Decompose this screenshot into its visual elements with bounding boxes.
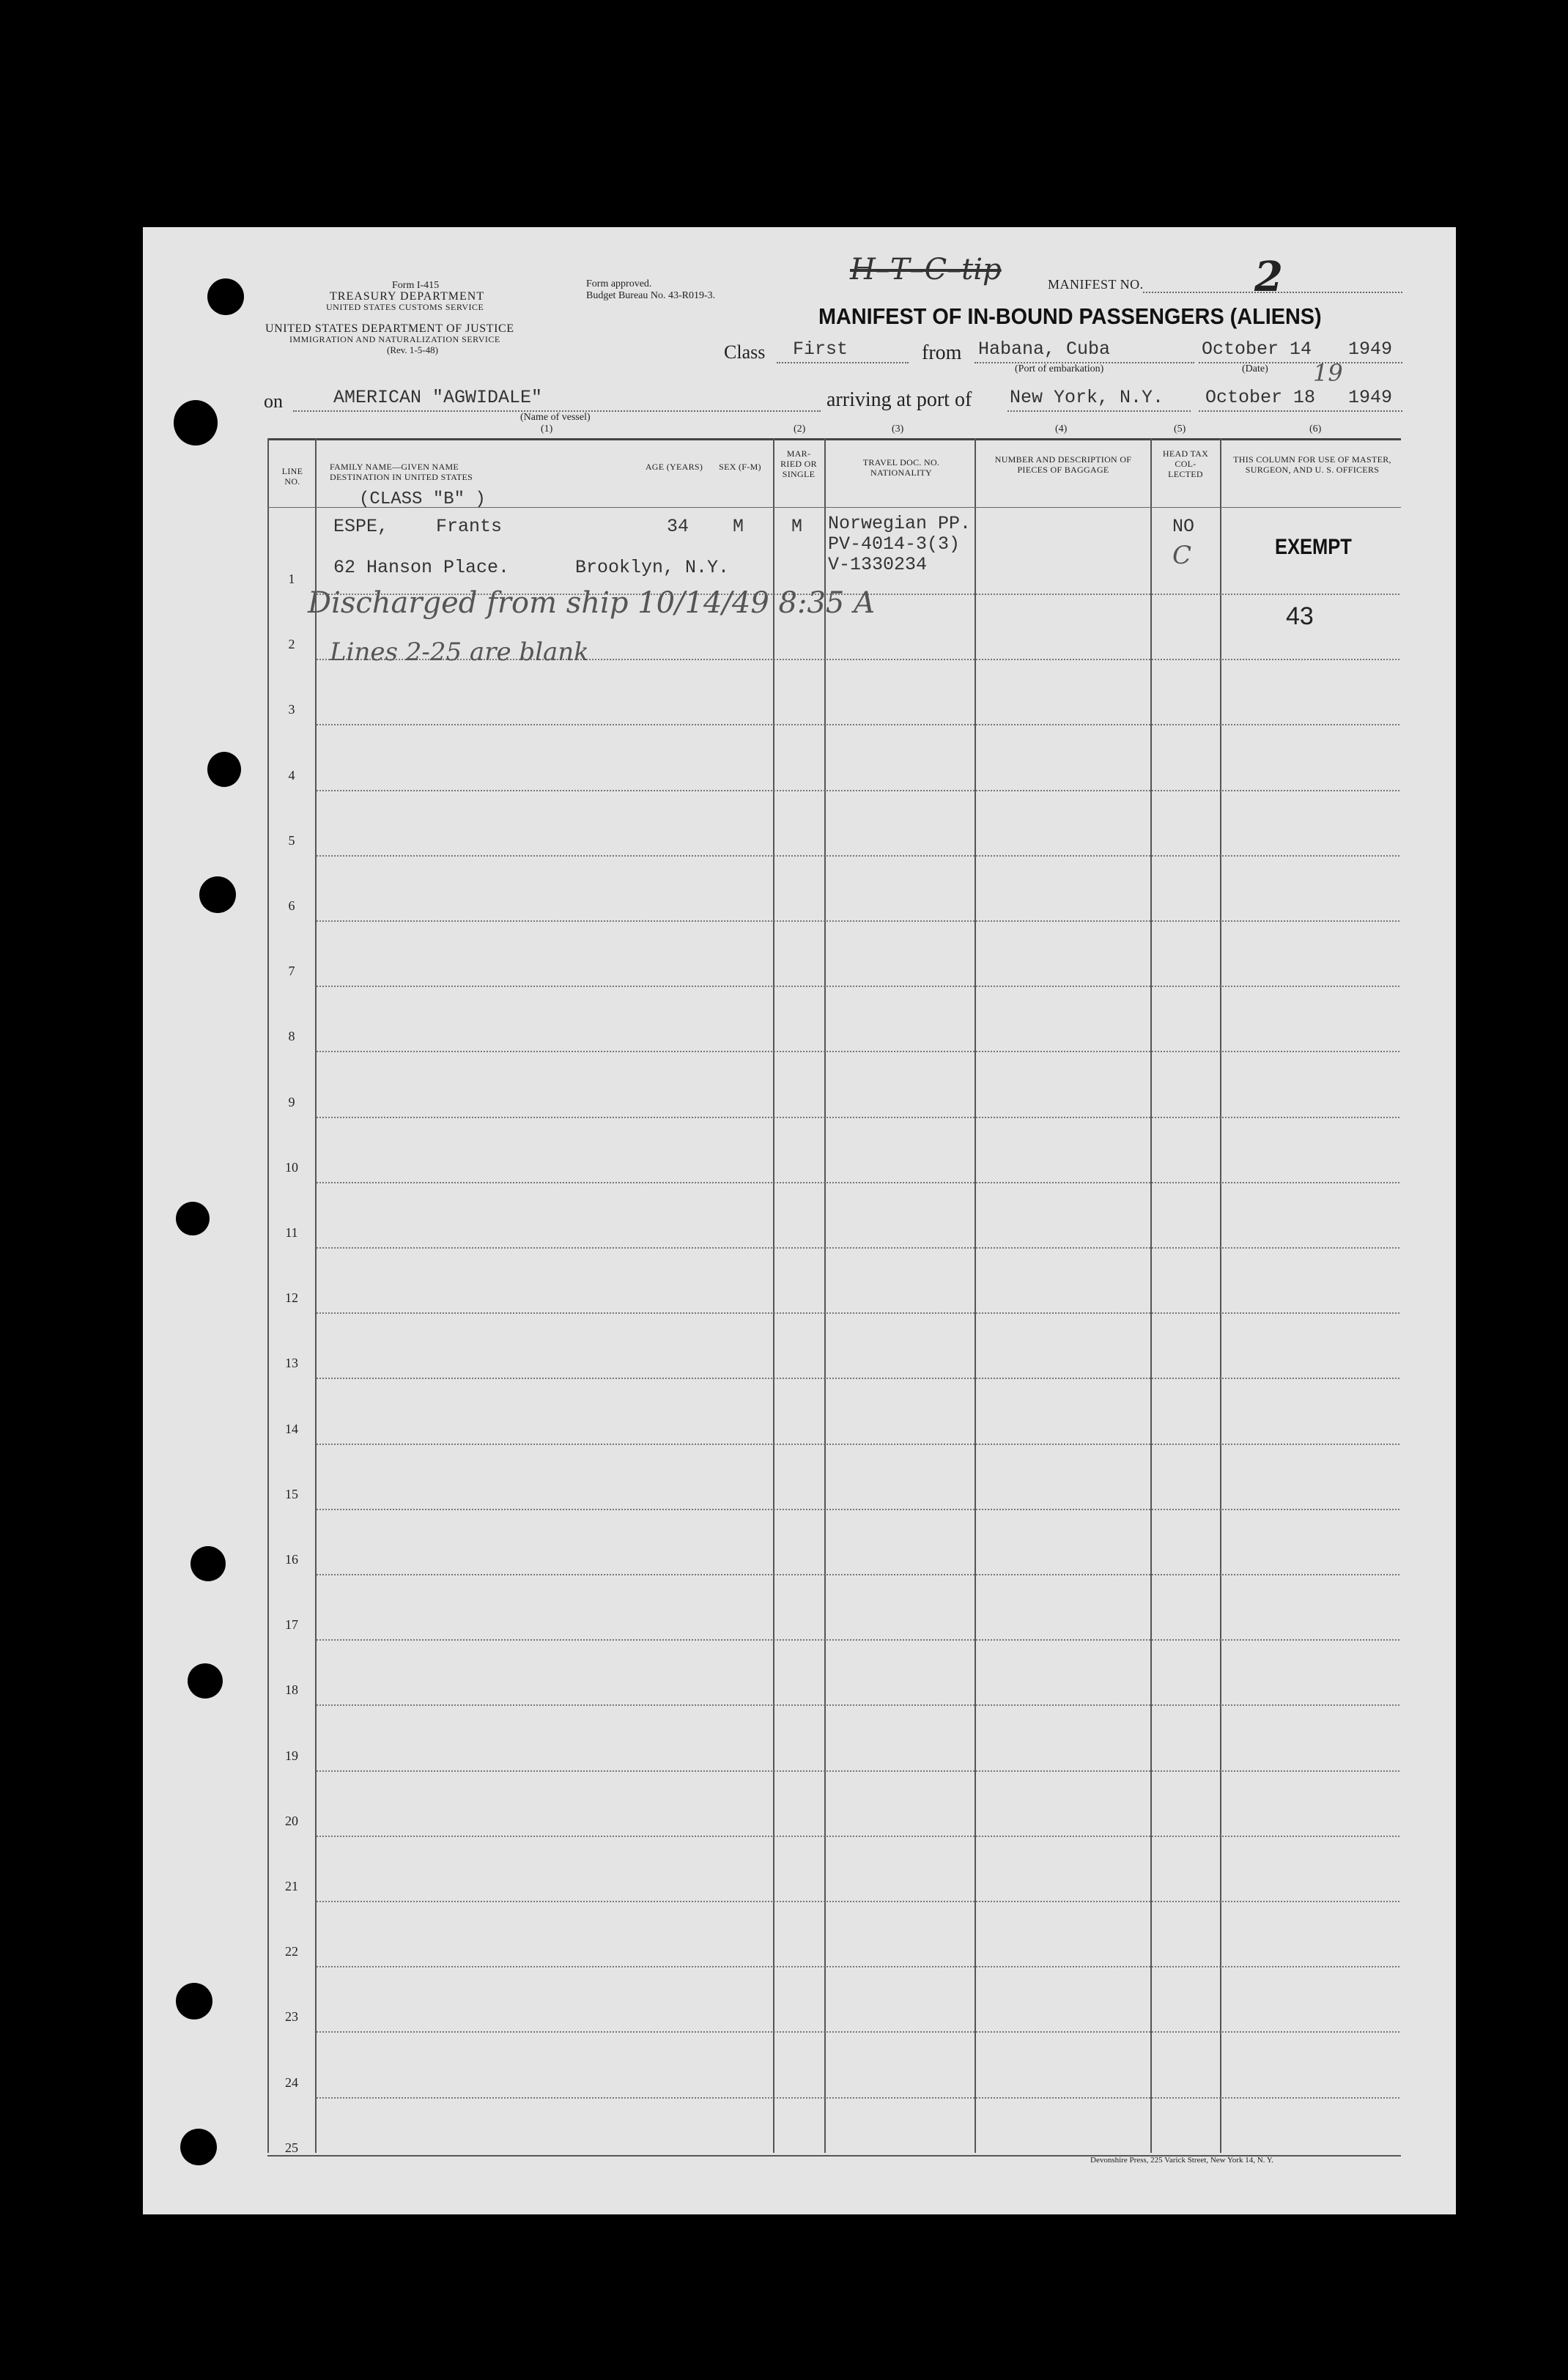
passenger-city: Brooklyn, N.Y. [575, 557, 730, 578]
vessel-caption: (Name of vessel) [520, 412, 591, 423]
exempt-stamp: EXEMPT [1275, 535, 1352, 559]
col-number: (5) [1174, 424, 1186, 435]
line-number: 7 [288, 964, 295, 979]
arrival-date-correction: 19 [1313, 359, 1343, 387]
table-border-left [267, 438, 269, 2153]
arriving-label: arriving at port of [826, 388, 972, 411]
departure-date: October 14 [1202, 339, 1312, 360]
punch-hole [188, 1663, 223, 1699]
arrival-year: 1949 [1348, 387, 1393, 408]
header-baggage: NUMBER AND DESCRIPTION OF PIECES OF BAGGAGE [994, 454, 1132, 475]
col-number: (4) [1055, 424, 1068, 435]
header-sex: SEX (F-M) [719, 462, 761, 472]
col-divider [315, 438, 317, 2153]
header-travel-doc: TRAVEL DOC. NO. NATIONALITY [862, 457, 940, 478]
customs-service: UNITED STATES CUSTOMS SERVICE [326, 302, 484, 312]
row-rule [317, 1770, 1399, 1772]
travel-doc-nationality: Norwegian PP. [828, 513, 972, 534]
header-married: MAR- RIED OR SINGLE [780, 448, 817, 479]
departure-year: 1949 [1348, 339, 1393, 360]
passenger-address: 62 Hanson Place. [333, 557, 510, 578]
line-number: 16 [285, 1552, 298, 1567]
vessel-name: AMERICAN "AGWIDALE" [333, 387, 543, 408]
printer-credit: Devonshire Press, 225 Varick Street, New York 14, N. Y. [1090, 2156, 1274, 2165]
row-rule [317, 1378, 1399, 1379]
form-number: Form I-415 [392, 280, 440, 291]
row-rule [317, 1182, 1399, 1183]
row-rule [317, 1444, 1399, 1445]
punch-hole [176, 1983, 212, 2019]
revision: (Rev. 1-5-48) [387, 344, 438, 355]
line-number: 15 [285, 1486, 298, 1501]
header-head-tax: HEAD TAX COL- LECTED [1162, 448, 1209, 479]
row-rule [317, 1117, 1399, 1118]
passenger-marital: M [791, 516, 803, 537]
manifest-table [267, 438, 1401, 2157]
arrival-date: October 18 [1205, 387, 1316, 408]
ins-service: IMMIGRATION AND NATURALIZATION SERVICE [289, 334, 500, 344]
line-number: 4 [288, 767, 295, 783]
header-destination: DESTINATION IN UNITED STATES [330, 472, 473, 482]
handwritten-note-1: Discharged from ship 10/14/49 8:35 A [308, 586, 875, 620]
line-number: 19 [285, 1748, 298, 1763]
punch-hole [207, 278, 244, 315]
punch-hole [176, 1202, 210, 1235]
budget-bureau: Budget Bureau No. 43-R019-3. [586, 290, 716, 301]
passenger-sex: M [733, 516, 744, 537]
row-rule [317, 1574, 1399, 1575]
line-number: 24 [285, 2074, 298, 2090]
manifest-label: MANIFEST NO. [1048, 277, 1144, 292]
row-rule [317, 1312, 1399, 1314]
officer-number: 43 [1286, 602, 1314, 630]
row-rule [317, 2097, 1399, 2099]
punch-hole [174, 400, 218, 446]
punch-hole [199, 876, 236, 913]
punch-hole [180, 2129, 217, 2165]
embarkation-port: Habana, Cuba [978, 339, 1111, 360]
date-line [1199, 362, 1402, 363]
col-number: (2) [794, 424, 806, 435]
class-label: Class [724, 341, 766, 363]
passenger-age: 34 [667, 516, 689, 537]
line-number: 8 [288, 1029, 295, 1044]
from-label: from [922, 341, 962, 364]
line-number: 17 [285, 1617, 298, 1633]
header-officers: THIS COLUMN FOR USE OF MASTER, SURGEON, AND U. S. OFFICERS [1233, 454, 1391, 475]
head-tax-value: NO [1172, 516, 1195, 537]
line-number: 2 [288, 637, 295, 652]
form-approved: Form approved. [586, 278, 652, 289]
line-number: 11 [285, 1225, 298, 1240]
punch-hole [207, 752, 241, 787]
row-rule [317, 1051, 1399, 1052]
travel-doc-visa: V-1330234 [828, 554, 928, 575]
col-divider [1220, 438, 1221, 2153]
header-age: AGE (YEARS) [645, 462, 703, 472]
col-number: (3) [892, 424, 904, 435]
col-divider [1150, 438, 1152, 2153]
handwritten-note-2: Lines 2-25 are blank [330, 638, 589, 667]
arrival-port-line [1007, 410, 1191, 412]
row-rule [317, 1639, 1399, 1641]
line-number: 5 [288, 832, 295, 848]
class-b-label: (CLASS "B" ) [359, 489, 486, 509]
punch-hole [191, 1546, 226, 1581]
col-divider [773, 438, 774, 2153]
head-tax-mark: C [1172, 541, 1192, 570]
arrival-port: New York, N.Y. [1010, 387, 1164, 408]
travel-doc-passport: PV-4014-3(3) [828, 533, 961, 555]
row-rule [317, 920, 1399, 922]
line-number: 23 [285, 2009, 298, 2025]
row-rule [317, 2031, 1399, 2033]
row-rule [317, 1247, 1399, 1249]
passenger-surname: ESPE, [333, 516, 389, 537]
on-label: on [264, 391, 283, 412]
row-rule [317, 1704, 1399, 1706]
row-rule [317, 1901, 1399, 1902]
justice-dept: UNITED STATES DEPARTMENT OF JUSTICE [265, 322, 514, 335]
row-rule [317, 855, 1399, 857]
line-number: 20 [285, 1813, 298, 1828]
date-caption: (Date) [1242, 363, 1268, 374]
row-rule [317, 1966, 1399, 1967]
line-number: 25 [285, 2140, 298, 2155]
class-value: First [793, 339, 848, 360]
row-rule [317, 790, 1399, 791]
line-number: 9 [288, 1094, 295, 1109]
row-rule [317, 986, 1399, 987]
line-number: 3 [288, 702, 295, 717]
line-number: 21 [285, 1879, 298, 1893]
embarkation-caption: (Port of embarkation) [1015, 363, 1104, 374]
page-title: MANIFEST OF IN-BOUND PASSENGERS (ALIENS) [818, 303, 1322, 329]
col-divider [975, 438, 976, 2153]
line-number: 18 [285, 1682, 298, 1698]
struck-text: H–T–C–tip [850, 253, 1002, 287]
header-line-no: LINE NO. [281, 466, 303, 487]
passenger-given-name: Frants [436, 516, 503, 537]
treasury-dept: TREASURY DEPARTMENT [330, 290, 485, 303]
class-line [777, 362, 909, 363]
line-number: 6 [288, 898, 295, 913]
header-name: FAMILY NAME—GIVEN NAME [330, 462, 459, 472]
col-number: (6) [1309, 424, 1322, 435]
line-number: 14 [285, 1421, 298, 1436]
line-number: 1 [288, 572, 295, 586]
line-number: 13 [285, 1356, 298, 1371]
row-rule [317, 724, 1399, 725]
col-number: (1) [541, 424, 553, 435]
line-number: 22 [285, 1944, 298, 1959]
row-rule [317, 1509, 1399, 1510]
line-number: 12 [285, 1290, 298, 1306]
row-rule [317, 1836, 1399, 1837]
col-divider [824, 438, 826, 2153]
manifest-number: 2 [1254, 253, 1283, 301]
line-number: 10 [285, 1159, 298, 1175]
arrival-date-line [1199, 410, 1402, 412]
